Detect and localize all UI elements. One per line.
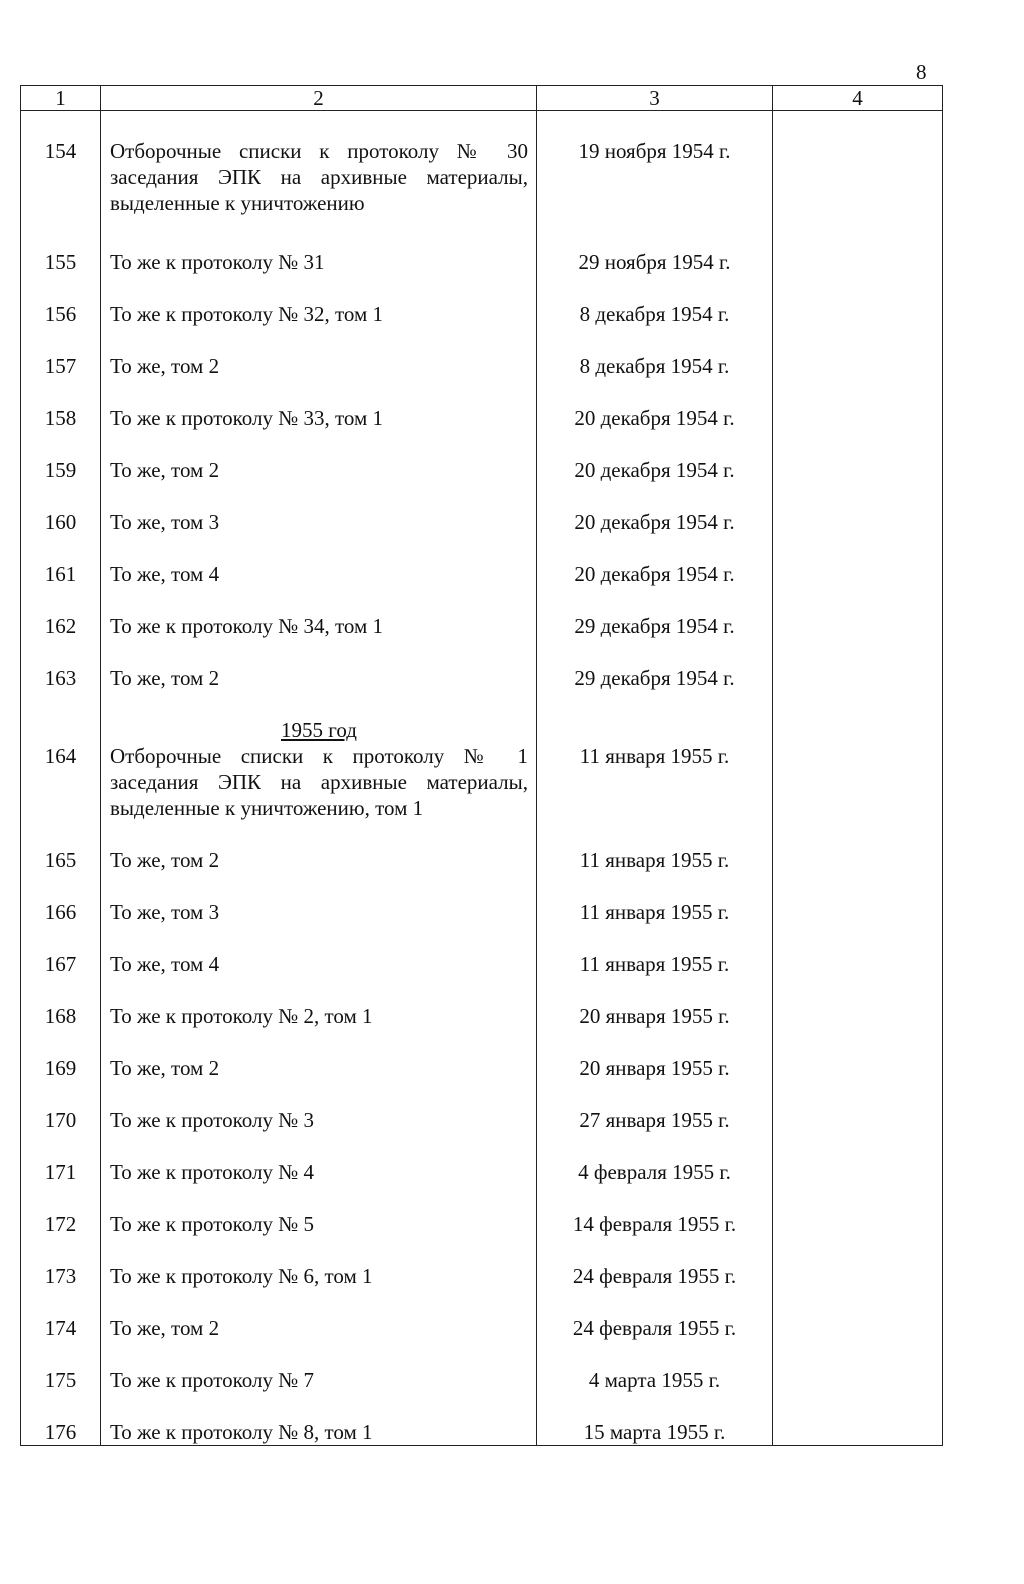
table-row [21, 1252, 943, 1304]
table-row [21, 550, 943, 602]
item-title: Отборочные списки к протоколу № 30 заседания ЭПК на архивные материалы, выделенные к уничтожению [110, 139, 528, 215]
item-number: 174 [21, 1304, 101, 1356]
item-date: 4 марта 1955 г. [537, 1356, 773, 1408]
table-row [21, 706, 943, 836]
table-row [21, 1356, 943, 1408]
item-number: 156 [21, 290, 101, 342]
item-note [773, 394, 943, 446]
item-number: 167 [21, 940, 101, 992]
item-note [773, 1148, 943, 1200]
column-number-header-row [21, 86, 943, 111]
table-row [21, 111, 943, 239]
table-row [21, 940, 943, 992]
item-note [773, 602, 943, 654]
item-date: 19 ноября 1954 г. [537, 111, 773, 239]
item-note [773, 550, 943, 602]
item-title: То же к протоколу № 31 [101, 238, 537, 290]
item-number: 162 [21, 602, 101, 654]
item-note [773, 836, 943, 888]
item-date: 24 февраля 1955 г. [537, 1304, 773, 1356]
item-title: Отборочные списки к протоколу № 1 заседания ЭПК на архивные материалы, выделенные к уничтожению, том 1 [110, 744, 528, 820]
table-row [21, 888, 943, 940]
table-row [21, 602, 943, 654]
item-note [773, 111, 943, 239]
table-row [21, 290, 943, 342]
item-note [773, 888, 943, 940]
item-note [773, 706, 943, 836]
item-title: То же к протоколу № 5 [101, 1200, 537, 1252]
item-number: 165 [21, 836, 101, 888]
item-note [773, 1044, 943, 1096]
table-row [21, 654, 943, 706]
table-row [21, 394, 943, 446]
item-number: 160 [21, 498, 101, 550]
table-row [21, 1304, 943, 1356]
item-note [773, 940, 943, 992]
item-number: 175 [21, 1356, 101, 1408]
item-title: То же к протоколу № 4 [101, 1148, 537, 1200]
item-number: 170 [21, 1096, 101, 1148]
item-title: То же, том 4 [101, 550, 537, 602]
item-number: 173 [21, 1252, 101, 1304]
item-title: То же, том 2 [101, 654, 537, 706]
table-row [21, 1200, 943, 1252]
item-date: 27 января 1955 г. [537, 1096, 773, 1148]
table-row [21, 992, 943, 1044]
item-title: То же, том 2 [101, 1044, 537, 1096]
item-number: 159 [21, 446, 101, 498]
item-date: 20 декабря 1954 г. [537, 394, 773, 446]
item-date: 11 января 1955 г. [537, 836, 773, 888]
column-header-3: 3 [537, 86, 773, 111]
item-number: 161 [21, 550, 101, 602]
item-title: То же, том 3 [101, 888, 537, 940]
table-row [21, 446, 943, 498]
item-title: То же к протоколу № 2, том 1 [101, 992, 537, 1044]
item-note [773, 654, 943, 706]
inventory-table [20, 85, 943, 1446]
item-number: 157 [21, 342, 101, 394]
item-note [773, 498, 943, 550]
item-number: 163 [21, 654, 101, 706]
item-date: 11 января 1955 г. [537, 940, 773, 992]
item-title: То же, том 2 [101, 342, 537, 394]
item-title: То же к протоколу № 8, том 1 [101, 1408, 537, 1446]
item-date: 11 января 1955 г. [537, 706, 773, 836]
item-title: То же, том 2 [101, 1304, 537, 1356]
item-date: 29 ноября 1954 г. [537, 238, 773, 290]
item-title-cell [101, 706, 537, 836]
item-number: 168 [21, 992, 101, 1044]
page-number: 8 [916, 60, 927, 84]
item-date: 20 января 1955 г. [537, 992, 773, 1044]
table-row [21, 238, 943, 290]
item-title: То же, том 2 [101, 836, 537, 888]
item-note [773, 1200, 943, 1252]
column-header-2: 2 [101, 86, 537, 111]
column-header-4: 4 [773, 86, 943, 111]
item-date: 14 февраля 1955 г. [537, 1200, 773, 1252]
item-number: 176 [21, 1408, 101, 1446]
item-note [773, 238, 943, 290]
item-note [773, 1252, 943, 1304]
item-number: 155 [21, 238, 101, 290]
item-note [773, 1304, 943, 1356]
table-row [21, 836, 943, 888]
item-note [773, 1408, 943, 1446]
item-note [773, 1096, 943, 1148]
item-date: 8 декабря 1954 г. [537, 290, 773, 342]
item-date: 11 января 1955 г. [537, 888, 773, 940]
item-note [773, 992, 943, 1044]
item-date: 20 декабря 1954 г. [537, 446, 773, 498]
column-header-1: 1 [21, 86, 101, 111]
item-number: 171 [21, 1148, 101, 1200]
table-row [21, 498, 943, 550]
item-note [773, 290, 943, 342]
item-date: 20 декабря 1954 г. [537, 498, 773, 550]
item-title: То же, том 3 [101, 498, 537, 550]
item-title: То же к протоколу № 33, том 1 [101, 394, 537, 446]
table-row [21, 1148, 943, 1200]
table-row [21, 1408, 943, 1446]
table-row [21, 342, 943, 394]
table-row [21, 1096, 943, 1148]
table-row [21, 1044, 943, 1096]
item-date: 15 марта 1955 г. [537, 1408, 773, 1446]
year-heading: 1955 год [281, 718, 357, 742]
item-date: 20 января 1955 г. [537, 1044, 773, 1096]
item-title: То же, том 4 [101, 940, 537, 992]
item-number: 166 [21, 888, 101, 940]
item-note [773, 1356, 943, 1408]
item-number: 158 [21, 394, 101, 446]
item-date: 29 декабря 1954 г. [537, 602, 773, 654]
item-title: То же к протоколу № 32, том 1 [101, 290, 537, 342]
item-title-cell [101, 111, 537, 239]
item-date: 24 февраля 1955 г. [537, 1252, 773, 1304]
item-number: 169 [21, 1044, 101, 1096]
item-note [773, 446, 943, 498]
item-date: 29 декабря 1954 г. [537, 654, 773, 706]
item-date: 4 февраля 1955 г. [537, 1148, 773, 1200]
item-title: То же к протоколу № 34, том 1 [101, 602, 537, 654]
item-number: 172 [21, 1200, 101, 1252]
item-title: То же к протоколу № 7 [101, 1356, 537, 1408]
item-title: То же, том 2 [101, 446, 537, 498]
item-note [773, 342, 943, 394]
item-date: 8 декабря 1954 г. [537, 342, 773, 394]
item-number: 164 [21, 706, 101, 836]
item-title: То же к протоколу № 6, том 1 [101, 1252, 537, 1304]
item-date: 20 декабря 1954 г. [537, 550, 773, 602]
item-number: 154 [21, 111, 101, 239]
item-title: То же к протоколу № 3 [101, 1096, 537, 1148]
